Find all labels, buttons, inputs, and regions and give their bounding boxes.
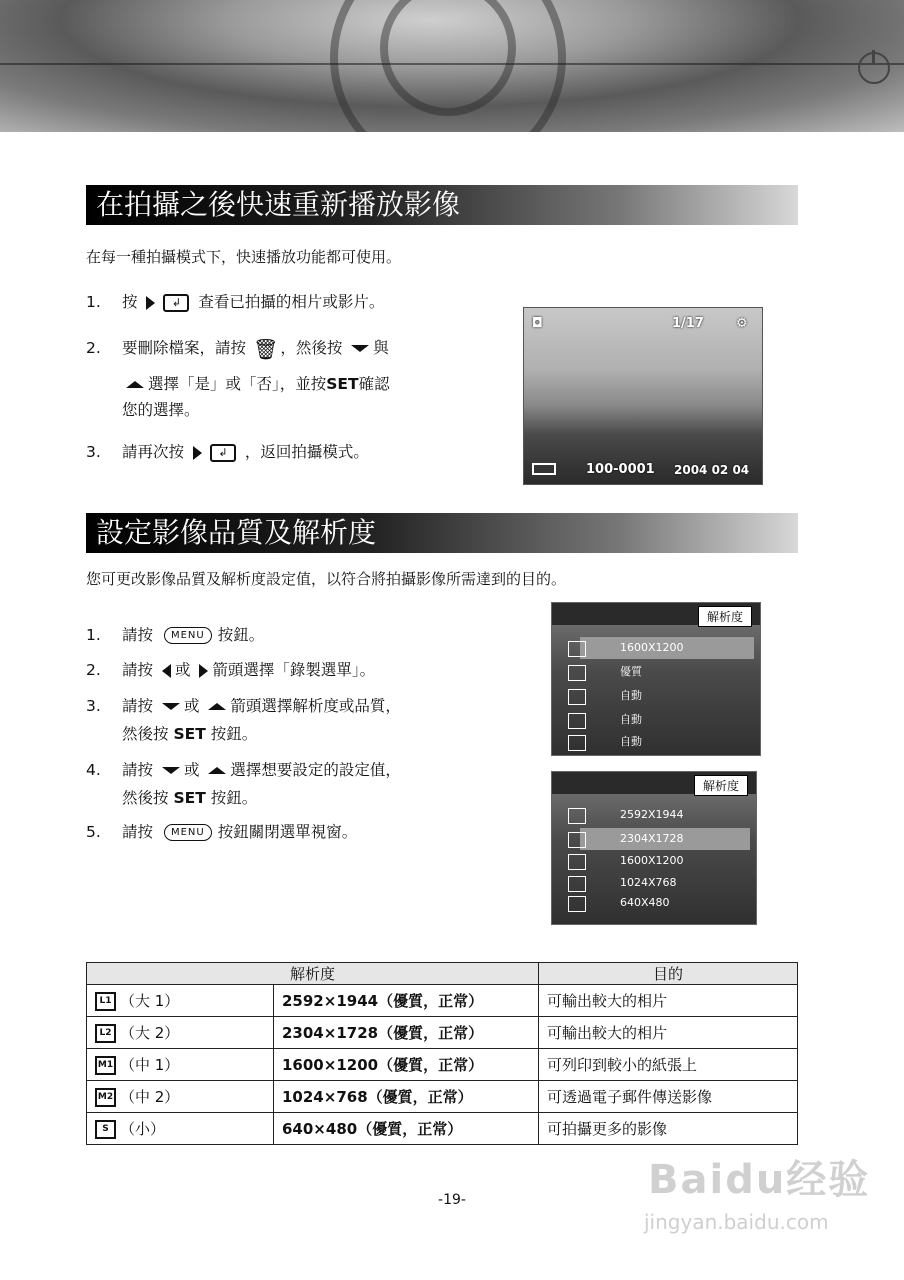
step-text: 查看已拍攝的相片或影片。 xyxy=(198,293,385,311)
right-arrow-icon xyxy=(199,664,208,678)
menu-row: 1600X1200 xyxy=(620,854,684,867)
size-medium-icon: M2 xyxy=(95,1088,116,1107)
table-row xyxy=(87,1113,798,1145)
menu-title: 解析度 xyxy=(694,775,748,796)
power-icon xyxy=(858,52,890,84)
step-text: 請按 xyxy=(122,661,154,679)
menu-row: 自動 xyxy=(620,689,642,702)
section2-step-3 xyxy=(86,692,401,720)
protect-icon: ⚙ xyxy=(736,316,748,331)
menu-row: 640X480 xyxy=(620,896,670,909)
white-balance-icon xyxy=(568,713,586,729)
down-arrow-icon xyxy=(351,345,369,352)
exposure-icon xyxy=(568,689,586,705)
step-text: 選擇想要設定的設定值， xyxy=(230,761,401,779)
step-text: 請按 xyxy=(122,761,154,779)
battery-icon xyxy=(532,463,556,475)
set-key-label: SET xyxy=(326,375,359,393)
size-cell xyxy=(87,1049,274,1081)
step-number: 5. xyxy=(86,823,101,841)
metering-icon xyxy=(568,735,586,751)
frame-counter: 1/17 xyxy=(672,316,704,331)
menu-row: 優質 xyxy=(620,665,642,678)
purpose-cell: 可拍攝更多的影像 xyxy=(539,1113,798,1145)
step-text: 請按 xyxy=(122,626,154,644)
section1-title: 在拍攝之後快速重新播放影像 xyxy=(86,185,798,225)
size-medium-icon: M1 xyxy=(95,1056,116,1075)
purpose-cell: 可輸出較大的相片 xyxy=(539,1017,798,1049)
quality-icon xyxy=(568,832,586,848)
step-text: 確認 xyxy=(358,375,390,393)
left-arrow-icon xyxy=(162,664,171,678)
page-number: -19- xyxy=(438,1192,466,1208)
section1-step-3 xyxy=(86,438,369,466)
size-small-icon: S xyxy=(95,1120,116,1139)
return-icon: ↲ xyxy=(210,444,236,462)
size-cell xyxy=(87,985,274,1017)
step-text: 與 xyxy=(373,339,389,357)
resolution-cell: 1600×1200（優質，正常） xyxy=(274,1049,539,1081)
section2-step-2 xyxy=(86,656,375,684)
menu-screenshot-1 xyxy=(551,602,761,756)
section2-step-5 xyxy=(86,818,357,846)
white-balance-icon xyxy=(568,876,586,892)
step-text: 或 xyxy=(174,661,191,679)
menu-title: 解析度 xyxy=(698,606,752,627)
banner-stripe xyxy=(0,63,904,65)
step-number: 4. xyxy=(86,761,101,779)
step-text: 按鈕。 xyxy=(210,725,258,743)
step-text: 要刪除檔案，請按 xyxy=(122,339,247,357)
up-arrow-icon xyxy=(208,767,226,774)
purpose-cell: 可列印到較小的紙張上 xyxy=(539,1049,798,1081)
watermark-url: jingyan.baidu.com xyxy=(644,1210,829,1234)
step-text: 按鈕。 xyxy=(210,789,258,807)
step-text: 然後按 xyxy=(122,789,169,807)
step-text: 箭頭選擇「錄製選單」。 xyxy=(212,661,376,679)
section1-step-1 xyxy=(86,288,384,316)
header-resolution: 解析度 xyxy=(87,963,539,985)
section1-step-2 xyxy=(86,334,389,363)
resolution-cell: 2304×1728（優質，正常） xyxy=(274,1017,539,1049)
step-number: 2. xyxy=(86,339,101,357)
size-cell xyxy=(87,1081,274,1113)
section2-step-3-cont xyxy=(122,720,257,748)
step-text: 請再次按 xyxy=(122,443,185,461)
menu-row: 自動 xyxy=(620,735,642,748)
resolution-icon xyxy=(568,808,586,824)
step-text: ，然後按 xyxy=(280,339,343,357)
down-arrow-icon xyxy=(162,703,180,710)
section2-step-4 xyxy=(86,756,401,784)
step-text: 或 xyxy=(183,761,200,779)
right-arrow-icon xyxy=(146,296,155,310)
size-label: （中 2） xyxy=(120,1088,180,1106)
file-number: 100-0001 xyxy=(586,462,655,477)
table-header-row xyxy=(87,963,798,985)
up-arrow-icon xyxy=(208,703,226,710)
header-banner xyxy=(0,0,904,132)
size-label: （大 1） xyxy=(120,992,180,1010)
menu-row: 自動 xyxy=(620,713,642,726)
table-row xyxy=(87,985,798,1017)
step-text: 箭頭選擇解析度或品質， xyxy=(230,697,401,715)
size-label: （大 2） xyxy=(120,1024,180,1042)
step-number: 1. xyxy=(86,293,101,311)
step-text: 然後按 xyxy=(122,725,169,743)
menu-key-icon: MENU xyxy=(164,824,212,841)
step-text: 按鈕。 xyxy=(217,626,265,644)
resolution-cell: 640×480（優質，正常） xyxy=(274,1113,539,1145)
table-row xyxy=(87,1081,798,1113)
menu-row: 2304X1728 xyxy=(580,828,750,850)
header-purpose: 目的 xyxy=(539,963,798,985)
size-large-icon: L2 xyxy=(95,1024,116,1043)
menu-row: 1600X1200 xyxy=(580,637,754,659)
purpose-cell: 可輸出較大的相片 xyxy=(539,985,798,1017)
up-arrow-icon xyxy=(126,381,144,388)
table-row xyxy=(87,1017,798,1049)
table-row xyxy=(87,1049,798,1081)
step-text: 請按 xyxy=(122,823,154,841)
set-key-label: SET xyxy=(173,725,206,743)
resolution-table xyxy=(86,962,798,1145)
capture-date: 2004 02 04 xyxy=(674,463,750,477)
section1-step-2-cont2: 您的選擇。 xyxy=(122,401,200,419)
size-label: （小） xyxy=(120,1120,166,1138)
resolution-cell: 2592×1944（優質，正常） xyxy=(274,985,539,1017)
menu-row: 2592X1944 xyxy=(620,808,684,821)
menu-key-icon: MENU xyxy=(164,627,212,644)
size-cell xyxy=(87,1017,274,1049)
playback-screen xyxy=(523,307,763,485)
down-arrow-icon xyxy=(162,767,180,774)
step-number: 1. xyxy=(86,626,101,644)
section1-step-2-cont xyxy=(122,370,390,398)
step-text: ，返回拍攝模式。 xyxy=(244,443,369,461)
step-text: 按鈕關閉選單視窗。 xyxy=(217,823,358,841)
step-number: 3. xyxy=(86,443,101,461)
watermark-logo: Baidu经验 xyxy=(648,1157,871,1203)
section2-intro: 您可更改影像品質及解析度設定值，以符合將拍攝影像所需達到的目的。 xyxy=(86,570,567,588)
right-arrow-icon xyxy=(193,446,202,460)
step-text: 請按 xyxy=(122,697,154,715)
step-number: 2. xyxy=(86,661,101,679)
section1-intro: 在每一種拍攝模式下，快速播放功能都可使用。 xyxy=(86,248,402,266)
metering-icon xyxy=(568,896,586,912)
camera-mode-icon: ◘ xyxy=(532,316,543,331)
section2-step-1 xyxy=(86,621,264,649)
resolution-cell: 1024×768（優質，正常） xyxy=(274,1081,539,1113)
size-cell xyxy=(87,1113,274,1145)
set-key-label: SET xyxy=(173,789,206,807)
trash-icon: 🗑 xyxy=(252,336,279,361)
size-label: （中 1） xyxy=(120,1056,180,1074)
menu-row: 1024X768 xyxy=(620,876,677,889)
step-number: 3. xyxy=(86,697,101,715)
return-icon: ↲ xyxy=(163,294,189,312)
quality-icon xyxy=(568,665,586,681)
step-text: 選擇「是」或「否」，並按 xyxy=(148,375,327,393)
section2-title: 設定影像品質及解析度 xyxy=(86,513,798,553)
menu-screenshot-2 xyxy=(551,771,757,925)
resolution-icon xyxy=(568,641,586,657)
step-text: 按 xyxy=(122,293,138,311)
size-large-icon: L1 xyxy=(95,992,116,1011)
purpose-cell: 可透過電子郵件傳送影像 xyxy=(539,1081,798,1113)
step-text: 或 xyxy=(183,697,200,715)
exposure-icon xyxy=(568,854,586,870)
section2-step-4-cont xyxy=(122,784,257,812)
